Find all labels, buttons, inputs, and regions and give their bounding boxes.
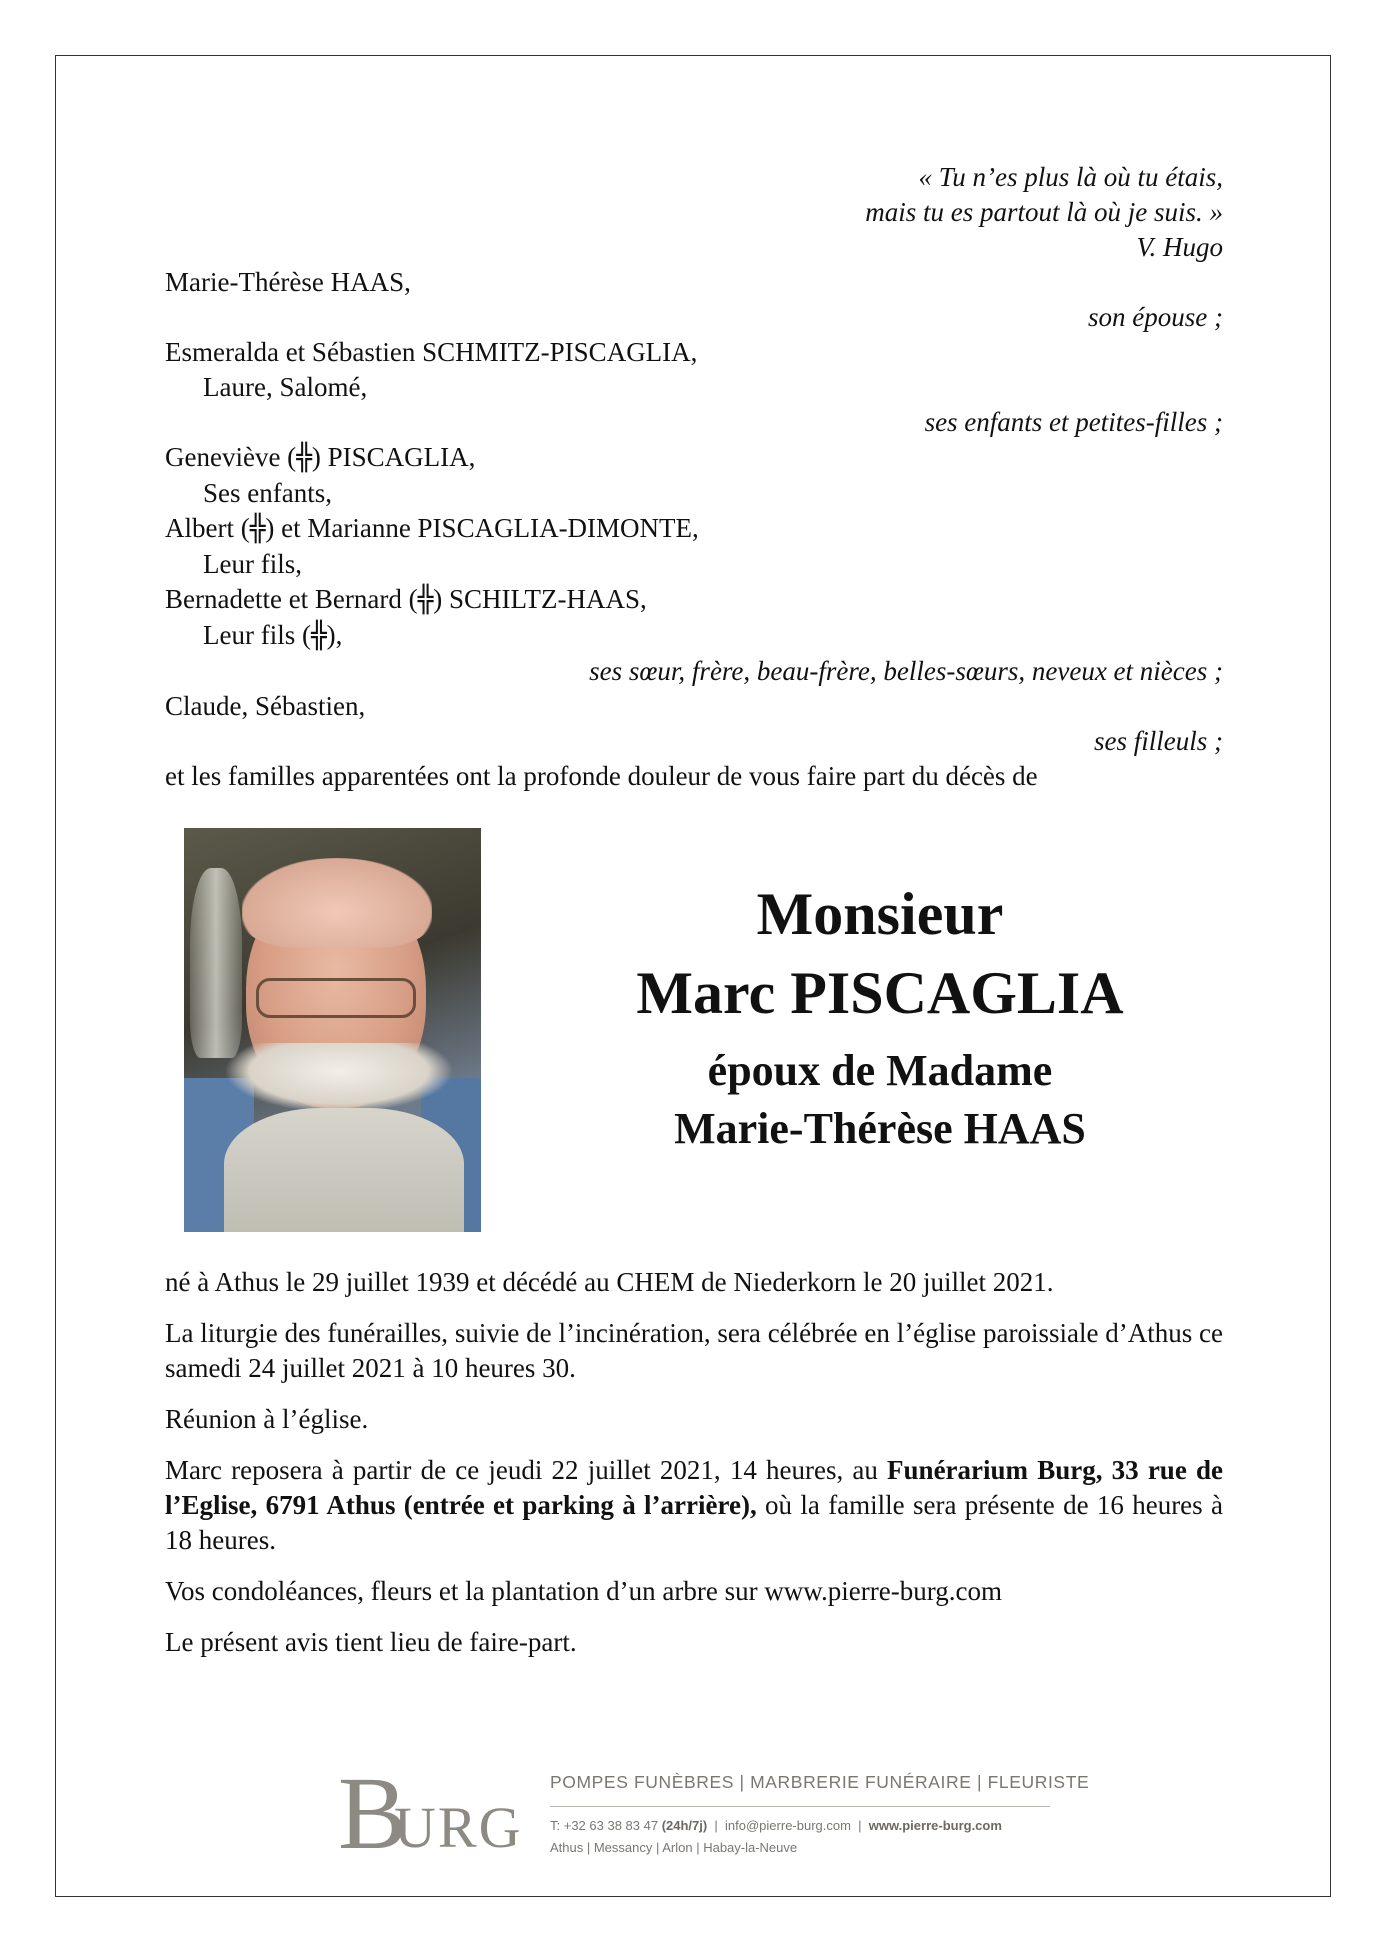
children-line-2: Laure, Salomé, xyxy=(203,372,368,402)
family-section xyxy=(165,160,1223,794)
children-line-1: Esmeralda et Sébastien SCHMITZ-PISCAGLIA, xyxy=(165,337,698,367)
sibling-3 xyxy=(165,582,1223,618)
sibling-3-text-b: ) SCHILTZ-HAAS, xyxy=(433,584,647,614)
burg-logo xyxy=(338,1756,523,1871)
sibling-3-text-a: Bernadette et Bernard ( xyxy=(165,584,418,614)
logo-letter: B xyxy=(338,1756,408,1871)
deceased-name-block xyxy=(560,878,1200,1158)
funerarium-address: Funérarium Burg, 33 rue de l’Eglise, 6791 Athus (entrée et parking à l’arrière), xyxy=(165,1455,1223,1520)
decanter-shape xyxy=(190,868,242,1058)
sibling-2-kids: Leur fils, xyxy=(203,549,302,579)
quote-line-1: « Tu n’es plus là où tu étais, xyxy=(918,162,1223,192)
siblings-relation: ses sœur, frère, beau-frère, belles-sœurs, neveux et nièces ; xyxy=(589,656,1223,686)
footer-places: Athus | Messancy | Arlon | Habay-la-Neuve xyxy=(550,1840,798,1855)
sibling-1-text-b: ) PISCAGLIA, xyxy=(311,442,476,472)
cross-icon: ╬ xyxy=(417,585,434,615)
sibling-1-kids: Ses enfants, xyxy=(203,478,332,508)
godchildren-relation: ses filleuls ; xyxy=(1094,726,1223,756)
godchildren: Claude, Sébastien, xyxy=(165,691,366,721)
head-top xyxy=(242,858,432,948)
spouse-relation: son épouse ; xyxy=(1088,302,1223,332)
sibling-3-kids-text-b: ), xyxy=(326,620,343,650)
sibling-1 xyxy=(165,440,1223,476)
glasses xyxy=(256,978,416,1018)
quote xyxy=(165,160,1223,265)
footer-phone: T: +32 63 38 83 47 xyxy=(550,1818,662,1833)
deceased-spouse-line-1: époux de Madame xyxy=(707,1046,1053,1095)
cross-icon: ╬ xyxy=(296,443,312,473)
footer-services: POMPES FUNÈBRES | MARBRERIE FUNÉRAIRE | FLEURISTE xyxy=(550,1768,1050,1807)
deceased-title: Monsieur xyxy=(756,881,1004,947)
footer-email: | info@pierre-burg.com | xyxy=(707,1818,869,1833)
notice-paragraph: Le présent avis tient lieu de faire-part. xyxy=(165,1627,577,1657)
footer-phone-hours: (24h/7j) xyxy=(661,1818,708,1833)
closing-sentence: et les familles apparentées ont la profonde douleur de vous faire part du décès de xyxy=(165,761,1038,791)
shirt xyxy=(224,1108,464,1232)
deceased-name: Marc PISCAGLIA xyxy=(636,960,1124,1026)
quote-author: V. Hugo xyxy=(1136,232,1223,262)
sibling-2 xyxy=(165,511,1223,547)
portrait-photo xyxy=(184,828,481,1232)
notice-body xyxy=(165,1265,1223,1676)
visitation-text-b: où la famille sera présente de 16 heures à 18 heures. xyxy=(165,1490,1223,1555)
deceased-spouse-line-2: Marie-Thérèse HAAS xyxy=(674,1104,1086,1153)
moustache xyxy=(224,1043,454,1113)
spouse-name: Marie-Thérèse HAAS, xyxy=(165,267,411,297)
birth-death-paragraph: né à Athus le 29 juillet 1939 et décédé au CHEM de Niederkorn le 20 juillet 2021. xyxy=(165,1267,1054,1297)
children-relation: ses enfants et petites-filles ; xyxy=(924,407,1223,437)
sibling-3-kids-text-a: Leur fils ( xyxy=(203,620,311,650)
sibling-3-kids xyxy=(165,618,1223,654)
sibling-2-text-a: Albert ( xyxy=(165,513,250,543)
quote-line-2: mais tu es partout là où je suis. » xyxy=(865,197,1223,227)
condolences-paragraph: Vos condoléances, fleurs et la plantation d’un arbre sur www.pierre-burg.com xyxy=(165,1576,1002,1606)
visitation-text-a: Marc reposera à partir de ce jeudi 22 juillet 2021, 14 heures, au xyxy=(165,1455,888,1485)
meeting-paragraph: Réunion à l’église. xyxy=(165,1404,369,1434)
liturgy-paragraph: La liturgie des funérailles, suivie de l’incinération, sera célébrée en l’église paroissiale d’Athus ce samedi 24 juillet 2021 à 10 heures 30. xyxy=(165,1318,1223,1383)
logo-rest: URG xyxy=(394,1795,523,1860)
footer-website: www.pierre-burg.com xyxy=(868,1818,1002,1833)
sibling-1-text-a: Geneviève ( xyxy=(165,442,297,472)
footer-info xyxy=(550,1768,1090,1859)
visitation-paragraph xyxy=(165,1453,1223,1558)
cross-icon: ╬ xyxy=(310,621,327,651)
sibling-2-text-b: ) et Marianne PISCAGLIA-DIMONTE, xyxy=(265,513,699,543)
footer-contact xyxy=(550,1815,1050,1837)
cross-icon: ╬ xyxy=(249,514,266,544)
